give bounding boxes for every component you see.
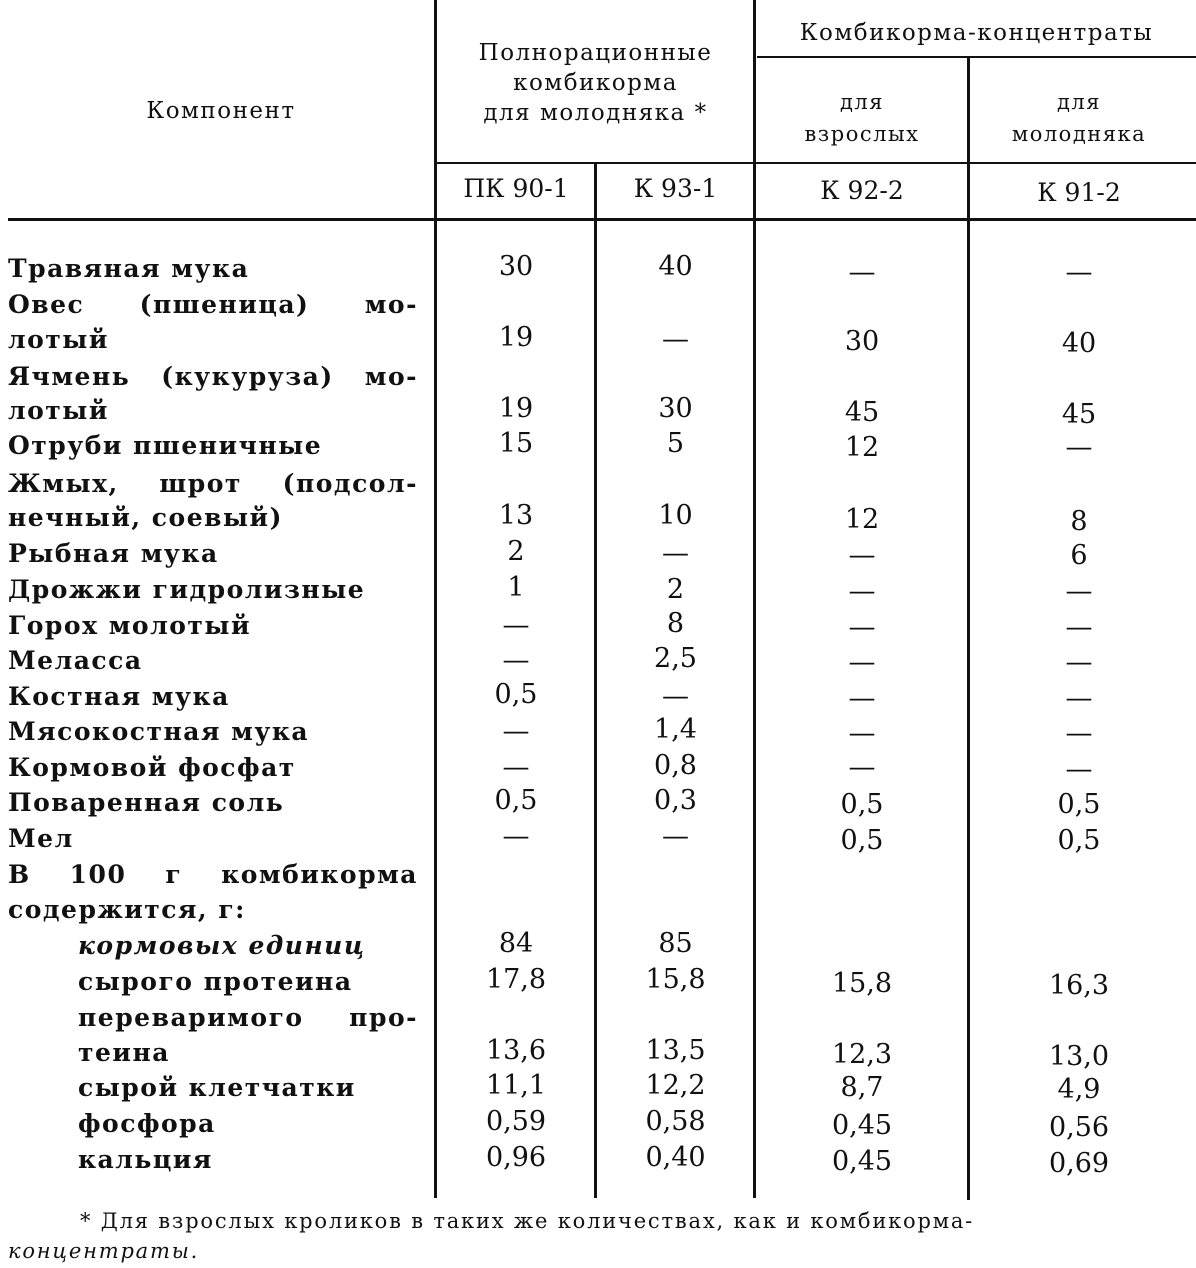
value-k-93-1: 0,8 — [654, 750, 697, 781]
footnote — [8, 1206, 1188, 1266]
table-row — [0, 466, 1196, 501]
value-k-92-2: — — [848, 752, 876, 783]
value-pk-90-1: — — [502, 645, 530, 676]
row-label: кормовых единиц — [78, 931, 366, 960]
value-pk-90-1: 0,96 — [485, 1142, 547, 1173]
value-k-93-1: 0,3 — [654, 785, 697, 816]
value-k-92-2: — — [848, 612, 876, 643]
value-k-91-2: 45 — [1061, 399, 1097, 430]
value-k-91-2: 6 — [1070, 540, 1088, 571]
row-label: Травяная мука — [8, 254, 250, 283]
value-k-91-2: — — [1065, 718, 1093, 749]
value-k-92-2: 12 — [844, 504, 880, 535]
header-bottom-rule — [8, 218, 1196, 221]
table-row — [0, 750, 1196, 785]
table-row — [0, 892, 1196, 927]
row-label: Мясокостная мука — [8, 717, 310, 746]
component-header: Компонент — [146, 98, 296, 124]
row-label: В 100 г комбикорма — [8, 860, 418, 889]
value-k-93-1: 12,2 — [645, 1070, 706, 1101]
value-k-91-2: 40 — [1061, 328, 1097, 359]
value-k-91-2: 8 — [1070, 506, 1088, 537]
header-rule — [434, 162, 1196, 164]
value-k-92-2: — — [848, 540, 876, 571]
value-k-92-2: 12,3 — [831, 1039, 893, 1070]
table-row — [0, 821, 1196, 856]
value-k-93-1: — — [662, 821, 689, 852]
table-row — [0, 1106, 1196, 1141]
value-k-93-1: 2 — [666, 574, 685, 605]
value-k-92-2: 15,8 — [831, 968, 893, 999]
value-pk-90-1: — — [502, 716, 530, 747]
value-k-92-2: 30 — [844, 326, 880, 357]
value-pk-90-1: 19 — [498, 393, 534, 424]
table-row — [0, 1142, 1196, 1177]
row-label: Овес (пшеница) мо- — [8, 290, 418, 319]
value-pk-90-1: 17,8 — [485, 964, 547, 995]
table-row — [0, 1000, 1196, 1035]
for-adults-header: для взрослых — [804, 90, 920, 146]
concentrates-header: Комбикорма-концентраты — [799, 20, 1154, 46]
row-label: содержится, г: — [8, 895, 246, 924]
value-k-92-2: — — [848, 647, 876, 678]
value-k-92-2: — — [848, 257, 876, 288]
value-k-93-1: 15,8 — [645, 964, 706, 995]
footnote-line: * Для взрослых кроликов в таких же количествах, как и комбикорма- — [80, 1209, 975, 1233]
value-pk-90-1: 2 — [507, 536, 525, 567]
value-k-93-1: 85 — [658, 928, 693, 959]
table-row — [0, 714, 1196, 749]
value-k-91-2: — — [1065, 612, 1093, 643]
footnote-line: концентраты. — [8, 1239, 200, 1263]
value-k-92-2: 0,45 — [831, 1146, 893, 1177]
value-pk-90-1: 0,5 — [494, 785, 538, 816]
row-label: лотый — [8, 325, 109, 354]
table-row — [0, 679, 1196, 714]
value-pk-90-1: 15 — [498, 428, 534, 459]
code-k-91-2: К 91-2 — [1037, 178, 1121, 207]
value-pk-90-1: 11,1 — [485, 1070, 547, 1101]
table-row — [0, 322, 1196, 357]
code-k-93-1: К 93-1 — [633, 174, 718, 203]
code-pk-90-1: ПК 90-1 — [463, 174, 569, 203]
value-k-93-1: 0,40 — [645, 1142, 706, 1173]
table-row — [0, 359, 1196, 394]
value-k-93-1: 30 — [658, 393, 693, 424]
value-k-91-2: 0,69 — [1048, 1148, 1110, 1179]
value-k-93-1: 1,4 — [654, 714, 697, 745]
table-row — [0, 393, 1196, 428]
value-k-91-2: — — [1065, 576, 1093, 607]
table-row — [0, 608, 1196, 643]
value-pk-90-1: 30 — [498, 251, 534, 282]
row-label: Костная мука — [8, 682, 230, 711]
value-k-93-1: 10 — [658, 500, 693, 531]
row-label: Рыбная мука — [8, 539, 219, 568]
row-label: нечный, соевый) — [8, 503, 283, 532]
value-k-92-2: 0,5 — [840, 789, 884, 820]
value-k-93-1: 40 — [658, 251, 693, 282]
value-k-92-2: — — [848, 683, 876, 714]
value-pk-90-1: 13 — [498, 500, 534, 531]
table-row — [0, 251, 1196, 286]
table-row — [0, 572, 1196, 607]
row-label: Горох молотый — [8, 611, 251, 640]
row-label: Меласса — [8, 646, 143, 675]
value-k-93-1: — — [662, 681, 689, 712]
row-label: кальция — [78, 1145, 213, 1174]
value-pk-90-1: — — [502, 610, 530, 641]
value-k-91-2: — — [1065, 432, 1093, 463]
table-row — [0, 857, 1196, 892]
value-k-91-2: — — [1065, 754, 1093, 785]
value-pk-90-1: 13,6 — [485, 1035, 547, 1066]
table-row — [0, 1070, 1196, 1105]
value-k-91-2: 0,56 — [1048, 1112, 1110, 1143]
full-ration-header: Полнорационные комбикорма для молодняка * — [478, 40, 713, 126]
row-label: Мел — [8, 824, 74, 853]
table-row — [0, 964, 1196, 999]
value-k-91-2: — — [1065, 257, 1093, 288]
value-k-92-2: — — [848, 718, 876, 749]
table-row — [0, 1035, 1196, 1070]
value-k-93-1: 5 — [666, 428, 685, 459]
value-k-93-1: — — [662, 538, 689, 569]
value-k-91-2: — — [1065, 683, 1093, 714]
value-k-91-2: 0,5 — [1057, 825, 1101, 856]
value-k-92-2: 0,45 — [831, 1110, 893, 1141]
value-pk-90-1: 84 — [498, 928, 534, 959]
value-pk-90-1: 1 — [507, 572, 525, 603]
row-label: Поваренная соль — [8, 788, 285, 817]
value-k-92-2: 12 — [844, 432, 880, 463]
table-row — [0, 643, 1196, 678]
value-k-93-1: 2,5 — [654, 643, 697, 674]
value-pk-90-1: — — [502, 752, 530, 783]
table-row — [0, 928, 1196, 963]
value-k-91-2: 0,5 — [1057, 789, 1101, 820]
row-label: лотый — [8, 396, 109, 425]
row-label: сырого протеина — [78, 967, 353, 996]
value-k-92-2: 0,5 — [840, 825, 884, 856]
value-k-93-1: 0,58 — [645, 1106, 706, 1137]
value-pk-90-1: 0,5 — [494, 679, 538, 710]
value-k-93-1: 8 — [666, 608, 685, 639]
row-label: сырой клетчатки — [78, 1073, 356, 1102]
code-k-92-2: К 92-2 — [820, 176, 904, 205]
table-row — [0, 785, 1196, 820]
value-pk-90-1: 19 — [498, 322, 534, 353]
value-k-91-2: — — [1065, 647, 1093, 678]
value-k-93-1: 13,5 — [645, 1035, 706, 1066]
value-k-92-2: 8,7 — [840, 1072, 884, 1103]
row-label: фосфора — [78, 1109, 216, 1138]
row-label: Кормовой фосфат — [8, 753, 296, 782]
row-label: Ячмень (кукуруза) мо- — [8, 362, 418, 391]
value-pk-90-1: 0,59 — [485, 1106, 547, 1137]
value-pk-90-1: — — [502, 821, 530, 852]
row-label: теина — [78, 1038, 170, 1067]
row-label: Отруби пшеничные — [8, 431, 323, 460]
row-label: Жмых, шрот (подсол- — [8, 469, 418, 498]
for-young-header: для молодняка — [1011, 90, 1147, 146]
row-label: Дрожжи гидролизные — [8, 575, 366, 604]
row-label: переваримого про- — [78, 1003, 418, 1032]
value-k-92-2: 45 — [844, 397, 880, 428]
table-row — [0, 428, 1196, 463]
value-k-93-1: — — [662, 324, 689, 355]
value-k-91-2: 16,3 — [1048, 970, 1110, 1001]
value-k-91-2: 13,0 — [1048, 1041, 1110, 1072]
value-k-91-2: 4,9 — [1057, 1074, 1101, 1105]
table-row — [0, 500, 1196, 535]
table-row — [0, 287, 1196, 322]
header-rule — [757, 56, 1196, 58]
value-k-92-2: — — [848, 576, 876, 607]
table-row — [0, 536, 1196, 571]
